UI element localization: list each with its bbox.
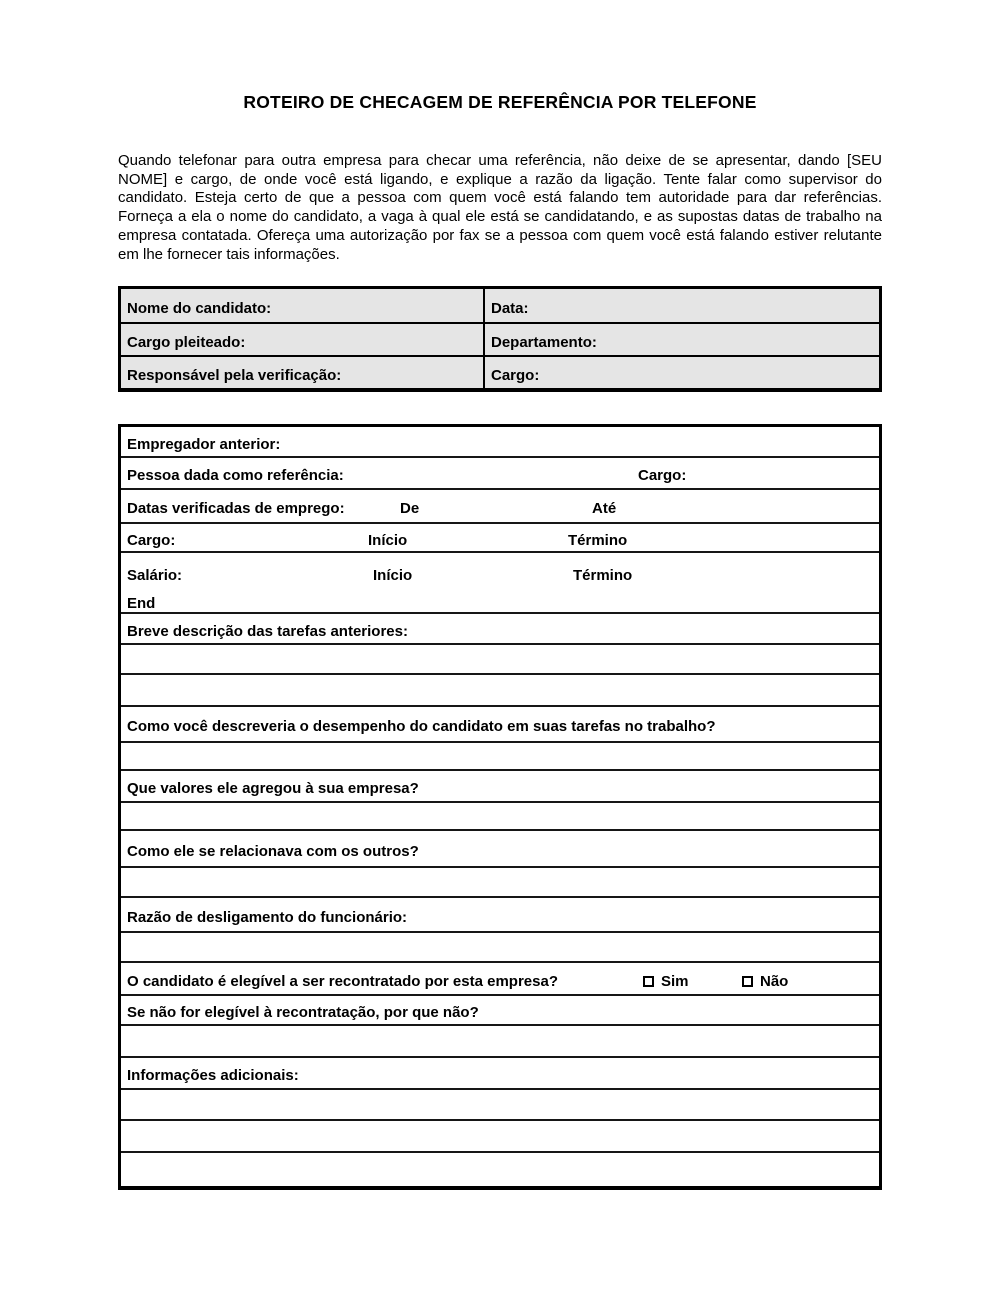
field-job-title[interactable] [121,524,879,553]
checkbox-label: Não [760,972,789,990]
field-duties-label [121,614,879,645]
question-label: Como ele se relacionava com os outros? [127,842,419,860]
answer-line[interactable] [121,645,879,675]
answer-line[interactable] [121,1153,879,1186]
question-not-eligible-why [121,996,879,1026]
question-label: Razão de desligamento do funcionário: [127,908,408,926]
answer-line[interactable] [121,868,879,898]
salary-line [127,561,879,589]
field-salary[interactable] [121,553,879,614]
field-label: Empregador anterior: [127,435,281,453]
field-label-salary-start: Início [373,566,413,584]
question-label: Como você descreveria o desempenho do candidato em suas tarefas no trabalho? [127,718,716,735]
field-position-applied[interactable] [121,324,485,355]
salary-end-line [127,589,879,617]
question-label: Se não for elegível à recontratação, por que não? [127,1004,479,1021]
field-verifier-title[interactable] [485,357,879,388]
field-previous-employer[interactable] [121,427,879,458]
reference-check-form-table [118,424,882,1190]
answer-line[interactable] [121,803,879,831]
checkbox-option-yes[interactable] [643,973,689,990]
field-department[interactable] [485,324,879,355]
field-label-salary-end: Término [573,566,633,584]
question-rehire-eligible [121,963,879,996]
field-reference-person[interactable] [121,458,879,490]
question-reason-leaving [121,898,879,933]
answer-line[interactable] [121,1121,879,1153]
field-label: Cargo pleiteado: [127,333,246,351]
field-label-date-from: De [400,500,420,517]
answer-line[interactable] [121,743,879,771]
field-label: Cargo: [127,531,176,549]
field-label: Pessoa dada como referência: [127,467,344,484]
info-table-row [121,322,879,355]
checkbox-option-no[interactable] [742,973,788,990]
field-label: Departamento: [491,333,597,351]
info-table-row [121,355,879,388]
field-label: Nome do candidato: [127,299,272,317]
question-relationships [121,831,879,868]
field-label: Datas verificadas de emprego: [127,500,345,517]
field-candidate-name[interactable] [121,289,485,322]
field-dates-verified[interactable] [121,490,879,524]
question-value-added [121,771,879,803]
field-label-date-to: Até [592,500,617,517]
checkbox-label: Sim [661,972,689,990]
answer-line[interactable] [121,1090,879,1121]
field-label-title-end: Término [568,531,628,549]
field-label: Salário: [127,566,183,584]
field-label: Informações adicionais: [127,1067,299,1084]
field-label: End [127,594,156,612]
field-label: Cargo: [491,366,540,384]
answer-line[interactable] [121,933,879,963]
question-label: O candidato é elegível a ser recontratado por esta empresa? [127,972,558,990]
page-title: ROTEIRO DE CHECAGEM DE REFERÊNCIA POR TELEFONE [243,92,757,112]
intro-paragraph: Quando telefonar para outra empresa para checar uma referência, não deixe de se apresentar, dando [SEU NOME] e cargo, de onde você está ligando, e explique a razão da ligação. Tente falar como supervisor do candidato. Esteja certo de que a pessoa com quem você está falando tem autoridade para dar referências. Forneça a ela o nome do candidato, a vaga à qual ele está se candidatando, e as supostas datas de trabalho na empresa contatada. Ofereça uma autorização por fax se a pessoa com quem você está falando estiver relutante em lhe fornecer tais informações. [118,152,882,263]
field-label: Breve descrição das tarefas anteriores: [127,622,408,640]
field-verifier[interactable] [121,357,485,388]
info-table-row [121,289,879,322]
question-performance [121,707,879,743]
field-label-reference-title: Cargo: [638,467,687,484]
field-label-title-start: Início [368,531,408,549]
field-label: Responsável pela verificação: [127,366,342,384]
candidate-info-table [118,286,882,392]
field-label: Data: [491,299,529,317]
checkbox-unchecked-icon[interactable] [742,976,753,987]
answer-line[interactable] [121,1026,879,1058]
checkbox-unchecked-icon[interactable] [643,976,654,987]
field-additional-info-label [121,1058,879,1090]
question-label: Que valores ele agregou à sua empresa? [127,780,419,797]
field-date[interactable] [485,289,879,322]
answer-line[interactable] [121,675,879,707]
